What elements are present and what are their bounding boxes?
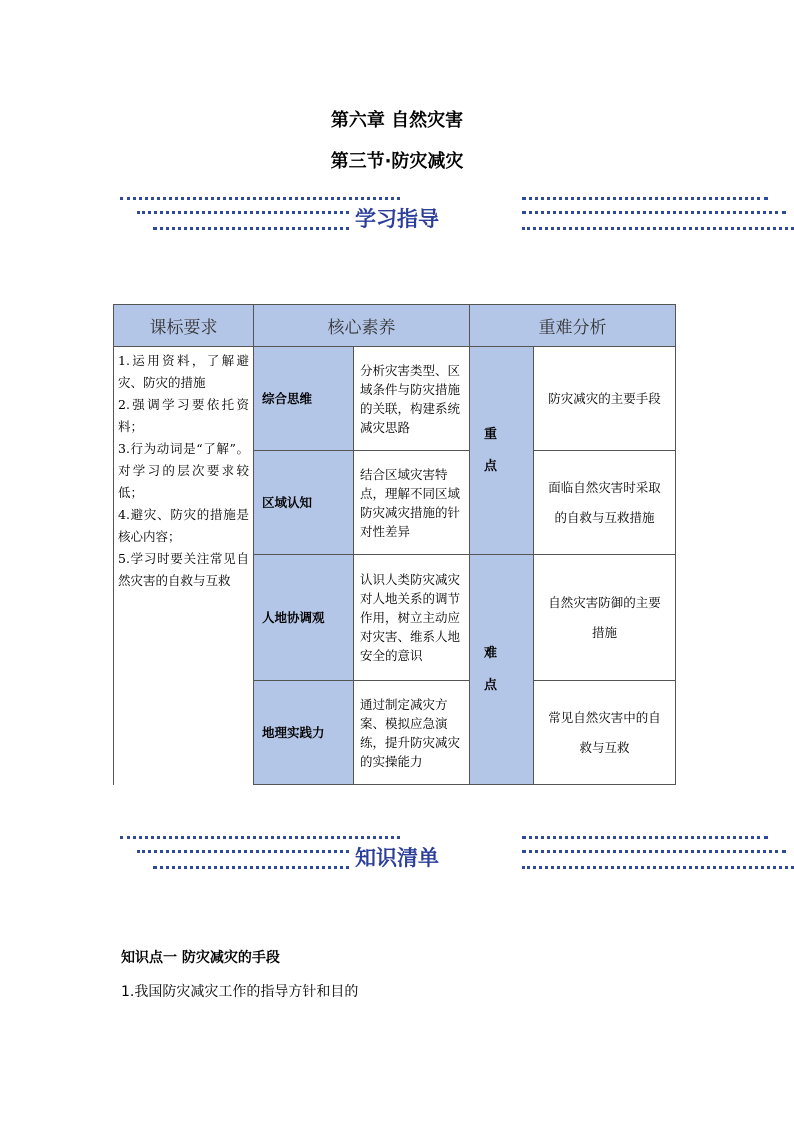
analysis-item: 防灾减灾的主要手段	[534, 347, 676, 451]
key-points-label: 重 点	[470, 347, 534, 555]
requirement-item: 1.运用资料，了解避灾、防灾的措施	[118, 353, 249, 390]
dotted-rule	[522, 197, 768, 200]
requirement-item: 5.学习时要关注常见自然灾害的自救与互救	[118, 551, 249, 588]
competency-name: 地理实践力	[254, 681, 354, 785]
knowledge-item: 1.我国防灾减灾工作的指导方针和目的	[121, 984, 359, 1000]
curriculum-table	[113, 304, 676, 785]
knowledge-point-title: 知识点一 防灾减灾的手段	[121, 950, 280, 966]
dotted-rule	[522, 211, 786, 214]
knowledge-list-banner	[0, 832, 794, 882]
competency-desc: 分析灾害类型、区域条件与防灾措施的关联，构建系统减灾思路	[354, 347, 470, 451]
study-guide-heading: 学习指导	[349, 203, 445, 233]
dotted-rule	[522, 227, 794, 230]
competency-desc: 认识人类防灾减灾对人地关系的调节作用，树立主动应对灾害、维系人地安全的意识	[354, 555, 470, 681]
table-row	[114, 347, 676, 451]
analysis-item: 面临自然灾害时采取的自救与互救措施	[534, 451, 676, 555]
header-competencies: 核心素养	[254, 305, 470, 347]
dotted-rule	[522, 836, 768, 839]
section-title: 第三节·防灾减灾	[330, 151, 464, 172]
chapter-title: 第六章 自然灾害	[330, 110, 464, 131]
dotted-rule	[120, 836, 400, 839]
requirements-cell	[114, 347, 254, 785]
dotted-rule	[120, 197, 400, 200]
study-guide-banner	[0, 193, 794, 243]
analysis-item: 自然灾害防御的主要措施	[534, 555, 676, 681]
analysis-item: 常见自然灾害中的自救与互救	[534, 681, 676, 785]
header-analysis: 重难分析	[470, 305, 676, 347]
competency-desc: 结合区域灾害特点，理解不同区域防灾减灾措施的针对性差异	[354, 451, 470, 555]
competency-name: 人地协调观	[254, 555, 354, 681]
knowledge-list-heading: 知识清单	[349, 842, 445, 872]
difficult-points-label: 难 点	[470, 555, 534, 785]
competency-name: 区域认知	[254, 451, 354, 555]
header-requirements: 课标要求	[114, 305, 254, 347]
table-header-row	[114, 305, 676, 347]
requirement-item: 3.行为动词是“了解”。对学习的层次要求较低；	[118, 441, 249, 500]
requirement-item: 4.避灾、防灾的措施是核心内容；	[118, 507, 249, 544]
requirement-item: 2.强调学习要依托资料；	[118, 397, 249, 434]
dotted-rule	[522, 866, 794, 869]
competency-name: 综合思维	[254, 347, 354, 451]
dotted-rule	[522, 850, 786, 853]
competency-desc: 通过制定减灾方案、模拟应急演练，提升防灾减灾的实操能力	[354, 681, 470, 785]
